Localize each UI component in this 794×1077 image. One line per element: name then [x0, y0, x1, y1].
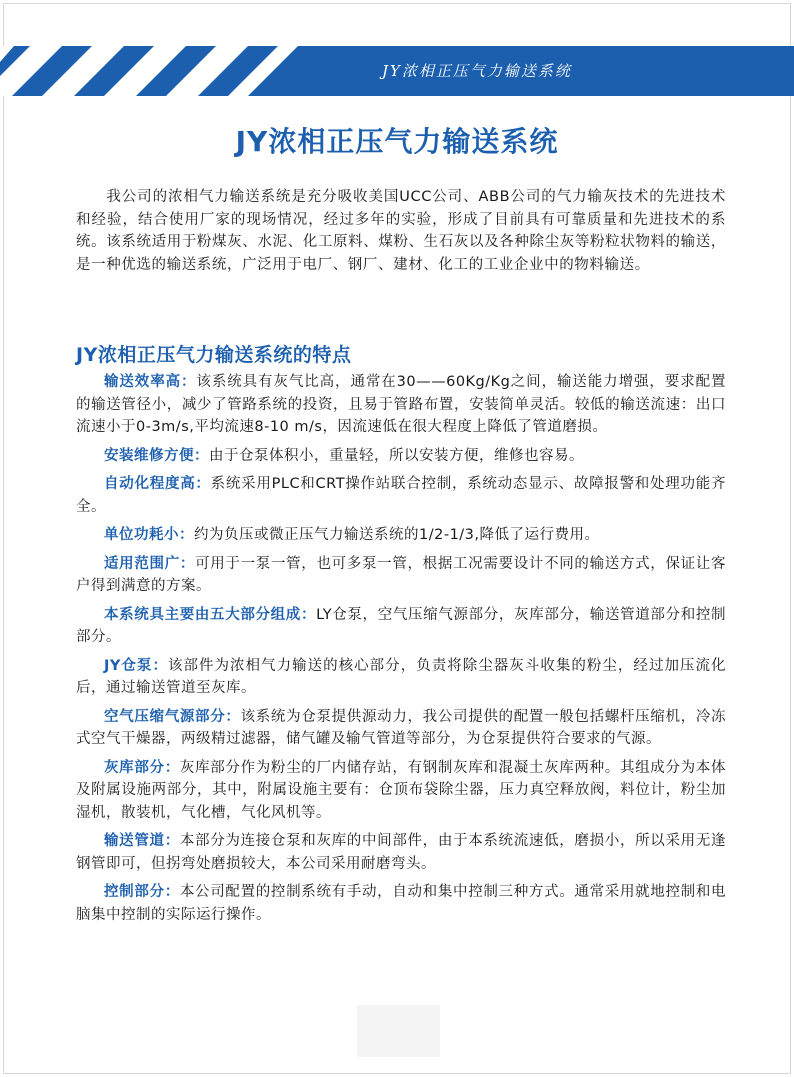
- feature-text: 本部分为连接仓泵和灰库的中间部件，由于本系统流速低，磨损小，所以采用无逢钢管即可，但拐弯处磨损较大，本公司采用耐磨弯头。: [76, 833, 726, 872]
- feature-term: 控制部分：: [104, 884, 180, 900]
- feature-term: JY仓泵：: [104, 657, 168, 674]
- feature-term: 安装维修方便：: [104, 447, 209, 464]
- feature-text: 该系统具有灰气比高，通常在30——60Kg/Kg之间，输送能力增强，要求配置的输送管径小，减少了管路系统的投资，且易于管路布置，安装简单灵活。较低的输送流速：出口流速小于0-3m/s,平均流速8-10 m/s，因流速低在很大程度上降低了管道磨损。: [76, 374, 726, 435]
- intro-paragraph: [76, 186, 726, 276]
- feature-text: 可用于一泵一管，也可多泵一管，根据工况需要设计不同的输送方式，保证让客户得到满意的方案。: [76, 555, 727, 594]
- page-title: JY浓相正压气力输送系统: [235, 125, 559, 158]
- feature-item: [76, 881, 726, 926]
- footer-watermark-area: [357, 1005, 440, 1057]
- feature-term: 适用范围广：: [104, 555, 196, 572]
- feature-item: [76, 757, 726, 825]
- feature-term: 本系统具主要由五大部分组成：: [104, 606, 317, 623]
- feature-item: [76, 445, 726, 468]
- feature-item: [76, 473, 726, 518]
- feature-text: 该系统为仓泵提供源动力，我公司提供的配置一般包括螺杆压缩机，冷冻式空气干燥器，两级精过滤器，储气罐及输气管道等部分，为仓泵提供符合要求的气源。: [76, 708, 727, 747]
- intro-text: 我公司的浓相气力输送系统是充分吸收美国UCC公司、ABB公司的气力输灰技术的先进技术和经验，结合使用厂家的现场情况，经过多年的实验，形成了目前具有可靠质量和先进技术的系统。该系统适用于粉煤灰、水泥、化工原料、煤粉、生石灰以及各种除尘灰等粉粒状物料的输送，是一种优选的输送系统，广泛用于电厂、钢厂、建材、化工的工业企业中的物料输送。: [76, 189, 726, 273]
- feature-term: 单位功耗小：: [104, 527, 194, 543]
- feature-item: [76, 371, 726, 439]
- section-heading: JY浓相正压气力输送系统的特点: [76, 344, 352, 366]
- feature-term: 自动化程度高：: [104, 476, 211, 492]
- feature-item: [76, 706, 726, 751]
- feature-list: [76, 371, 726, 932]
- feature-item: [76, 553, 726, 598]
- feature-text: 本公司配置的控制系统有手动，自动和集中控制三种方式。通常采用就地控制和电脑集中控制的实际运行操作。: [76, 884, 726, 923]
- feature-term: 空气压缩气源部分：: [104, 708, 241, 725]
- feature-item: [76, 604, 726, 649]
- feature-term: 输送效率高：: [104, 374, 197, 390]
- feature-item: [76, 655, 726, 700]
- feature-term: 灰库部分：: [104, 759, 180, 776]
- feature-term: 输送管道：: [104, 833, 180, 849]
- feature-text: LY仓泵，空气压缩气源部分，灰库部分，输送管道部分和控制部分。: [76, 606, 726, 645]
- feature-text: 灰库部分作为粉尘的厂内储存站，有钢制灰库和混凝土灰库两种。其组成分为本体及附属设施两部分，其中，附属设施主要有：仓顶布袋除尘器，压力真空释放阀，料位计，粉尘加湿机，散装机，气化槽，气化风机等。: [76, 759, 726, 821]
- feature-item: [76, 524, 726, 547]
- feature-text: 约为负压或微正压气力输送系统的1/2-1/3,降低了运行费用。: [194, 527, 600, 543]
- feature-item: [76, 830, 726, 875]
- feature-text: 该部件为浓相气力输送的核心部分，负责将除尘器灰斗收集的粉尘，经过加压流化后，通过输送管道至灰库。: [76, 657, 726, 696]
- feature-text: 由于仓泵体积小，重量轻，所以安装方便，维修也容易。: [209, 447, 584, 464]
- header-banner-title: JY浓相正压气力输送系统: [382, 62, 572, 80]
- feature-text: 系统采用PLC和CRT操作站联合控制，系统动态显示、故障报警和处理功能齐全。: [76, 476, 726, 515]
